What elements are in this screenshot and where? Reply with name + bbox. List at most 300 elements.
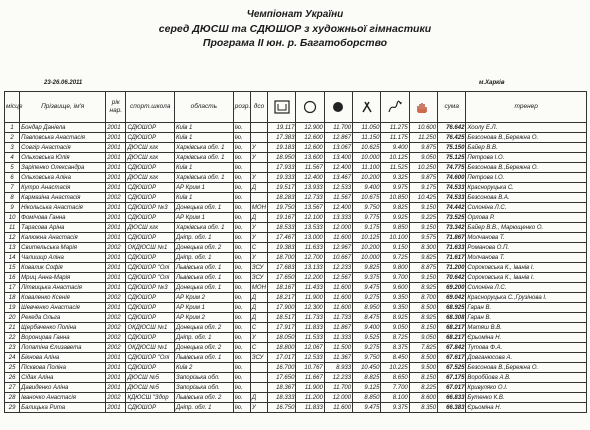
freehand-score: 8.150 xyxy=(409,323,437,333)
ball-score: 11.367 xyxy=(324,353,352,363)
ribbon-score: 8.375 xyxy=(381,343,409,353)
table-row xyxy=(5,183,587,193)
year-cell: 2001 xyxy=(106,403,126,413)
rank-cell: Ію. xyxy=(233,203,250,213)
hoop-score: 12.600 xyxy=(296,133,324,143)
table-row xyxy=(5,313,587,323)
freehand-score: 9.050 xyxy=(409,333,437,343)
event-city: м.Харків xyxy=(479,80,505,86)
ball-score: 12.000 xyxy=(324,393,352,403)
clubs-score: 11.150 xyxy=(353,133,381,143)
total-score: 71.200 xyxy=(438,263,466,273)
ribbon-score: 8.650 xyxy=(381,373,409,383)
region-cell: Львівська обл. 2 xyxy=(175,393,234,403)
school-cell: СДЮШОР "Олі xyxy=(126,263,175,273)
dso-cell: Д xyxy=(250,183,267,193)
name-cell: Пісквова Поліна xyxy=(20,363,106,373)
table-row xyxy=(5,373,587,383)
ball-score: 13.067 xyxy=(324,143,352,153)
coach-cell: Безсонова В.,Бережна О. xyxy=(466,363,587,373)
table-row xyxy=(5,213,587,223)
ball-score: 12.533 xyxy=(324,183,352,193)
clubs-score: 10.000 xyxy=(353,253,381,263)
freehand-score: 8.300 xyxy=(409,243,437,253)
place-cell: 24 xyxy=(5,353,20,363)
rope-score: 16.700 xyxy=(268,363,296,373)
clubs-score: 9.525 xyxy=(353,333,381,343)
clubs-score: 9.775 xyxy=(353,213,381,223)
rope-score: 17.650 xyxy=(268,373,296,383)
year-cell: 2001 xyxy=(106,363,126,373)
region-cell: Львівська обл. 1 xyxy=(175,273,234,283)
hoop-score: 11.833 xyxy=(296,403,324,413)
clubs-icon xyxy=(359,100,375,114)
ball-score: 13.467 xyxy=(324,173,352,183)
freehand-score: 8.600 xyxy=(409,393,437,403)
place-cell: 5 xyxy=(5,163,20,173)
name-cell: Іваночко Анастасія xyxy=(20,393,106,403)
table-row xyxy=(5,323,587,333)
region-cell: АР Крим 1 xyxy=(175,183,234,193)
rope-score: 18.050 xyxy=(268,333,296,343)
name-cell: Кутро Анастасія xyxy=(20,183,106,193)
name-cell: Свительська Марія xyxy=(20,243,106,253)
freehand-score: 9.150 xyxy=(409,203,437,213)
school-cell: СДЮШОР xyxy=(126,133,175,143)
region-cell: АР Крим 1 xyxy=(175,303,234,313)
school-cell: ДЮСШ хгк xyxy=(126,223,175,233)
hoop-score: 10.767 xyxy=(296,363,324,373)
rank-cell: Ію. xyxy=(233,163,250,173)
freehand-score: 8.150 xyxy=(409,373,437,383)
year-cell: 2001 xyxy=(106,143,126,153)
total-score: 69.042 xyxy=(438,293,466,303)
total-score: 68.925 xyxy=(438,303,466,313)
dso-cell: С xyxy=(250,323,267,333)
name-cell: Бікнова Аліна xyxy=(20,353,106,363)
ribbon-score: 9.325 xyxy=(381,173,409,183)
ribbon-icon xyxy=(387,100,403,114)
ball-score: 11.867 xyxy=(324,323,352,333)
hoop-score: 12.700 xyxy=(296,253,324,263)
region-cell: Харківська обл. 1 xyxy=(175,223,234,233)
name-cell: Ольховська Юлія xyxy=(20,153,106,163)
sum-header: сума xyxy=(438,92,466,123)
clubs-score: 10.675 xyxy=(353,193,381,203)
ball-score: 11.500 xyxy=(324,343,352,353)
clubs-score: 8.950 xyxy=(353,303,381,313)
freehand-score: 11.250 xyxy=(409,133,437,143)
dso-cell xyxy=(250,193,267,203)
event-date: 23-26.06.2011 xyxy=(44,80,83,86)
name-cell: Совгір Анастасія xyxy=(20,143,106,153)
ball-icon xyxy=(330,100,346,114)
region-header: область xyxy=(175,92,234,123)
region-cell: Київ 1 xyxy=(175,163,234,173)
hoop-score: 13.133 xyxy=(296,263,324,273)
total-score: 71.867 xyxy=(438,233,466,243)
place-cell: 23 xyxy=(5,343,20,353)
ribbon-score: 11.175 xyxy=(381,133,409,143)
name-cell: Літвицька Анастасія xyxy=(20,283,106,293)
total-score: 70.642 xyxy=(438,273,466,283)
freehand-score: 9.875 xyxy=(409,173,437,183)
total-score: 68.217 xyxy=(438,323,466,333)
total-score: 71.617 xyxy=(438,253,466,263)
rank-cell: Ію. xyxy=(233,333,250,343)
school-cell: СДЮШОР xyxy=(126,233,175,243)
region-cell: Львівська обл. 1 xyxy=(175,353,234,363)
rank-cell: Ію. xyxy=(233,353,250,363)
year-cell: 2001 xyxy=(106,183,126,193)
rank-cell: Ію. xyxy=(233,243,250,253)
rope-score: 18.700 xyxy=(268,253,296,263)
ribbon-header xyxy=(381,92,409,123)
total-score: 75.125 xyxy=(438,153,466,163)
ball-score: 11.600 xyxy=(324,403,352,413)
freehand-score: 10.600 xyxy=(409,123,437,133)
rank-cell: Ію. xyxy=(233,173,250,183)
hoop-header xyxy=(296,92,324,123)
rank-cell: Ію. xyxy=(233,193,250,203)
freehand-score: 9.150 xyxy=(409,273,437,283)
region-cell: Київ 2 xyxy=(175,363,234,373)
hoop-score: 12.200 xyxy=(296,273,324,283)
hoop-score: 12.300 xyxy=(296,303,324,313)
ribbon-score: 9.725 xyxy=(381,253,409,263)
dso-cell xyxy=(250,373,267,383)
ribbon-score: 10.225 xyxy=(381,363,409,373)
clubs-score: 10.125 xyxy=(353,233,381,243)
rank-cell: Ію. xyxy=(233,263,250,273)
ball-score: 12.000 xyxy=(324,223,352,233)
freehand-score: 8.500 xyxy=(409,303,437,313)
clubs-score: 10.000 xyxy=(353,153,381,163)
place-cell: 19 xyxy=(5,303,20,313)
table-row xyxy=(5,343,587,353)
clubs-score: 9.475 xyxy=(353,283,381,293)
clubs-score: 9.375 xyxy=(353,273,381,283)
doc-subtitle: серед ДЮСШ та СДЮШОР з художньої гімнастики xyxy=(158,23,432,35)
coach-cell: Байер В.В., Марющенко О. xyxy=(466,223,587,233)
rope-score: 19.117 xyxy=(268,123,296,133)
year-cell: 2001 xyxy=(106,283,126,293)
year-cell: 2002 xyxy=(106,313,126,323)
rope-score: 18.533 xyxy=(268,223,296,233)
region-cell: Київ 1 xyxy=(175,123,234,133)
school-cell: СДЮШОР xyxy=(126,213,175,223)
hoop-score: 12.733 xyxy=(296,193,324,203)
place-cell: 3 xyxy=(5,143,20,153)
coach-cell: Гаран В. xyxy=(466,313,587,323)
place-header: місце xyxy=(5,92,20,123)
ball-header xyxy=(324,92,352,123)
name-cell: Лопатіна Єлизавета xyxy=(20,343,106,353)
region-cell: Запорізька обл. xyxy=(175,383,234,393)
ball-score: 11.600 xyxy=(324,293,352,303)
rope-score: 18.367 xyxy=(268,383,296,393)
coach-cell: Довганюсова А. xyxy=(466,353,587,363)
rope-icon xyxy=(274,100,290,114)
hoop-score: 11.900 xyxy=(296,293,324,303)
freehand-score: 9.175 xyxy=(409,183,437,193)
table-row xyxy=(5,133,587,143)
freehand-score: 8.925 xyxy=(409,313,437,323)
clubs-score: 9.400 xyxy=(353,323,381,333)
rank-cell: Ію. xyxy=(233,343,250,353)
ball-score: 11.700 xyxy=(324,123,352,133)
rope-score: 19.517 xyxy=(268,183,296,193)
school-cell: СДЮШОР xyxy=(126,293,175,303)
coach-cell: Солоніна Л.С. xyxy=(466,283,587,293)
school-cell: СДЮШОР xyxy=(126,253,175,263)
ribbon-score: 9.850 xyxy=(381,223,409,233)
year-cell: 2001 xyxy=(106,383,126,393)
rope-score: 18.800 xyxy=(268,343,296,353)
freehand-score: 9.225 xyxy=(409,213,437,223)
ribbon-score: 10.850 xyxy=(381,193,409,203)
dso-cell xyxy=(250,383,267,393)
rope-score: 16.750 xyxy=(268,403,296,413)
dso-header: дсо xyxy=(250,92,267,123)
results-table xyxy=(4,91,587,413)
place-cell: 14 xyxy=(5,253,20,263)
rope-score: 19.750 xyxy=(268,203,296,213)
rope-score: 18.217 xyxy=(268,293,296,303)
school-cell: СДЮШОР №3 xyxy=(126,203,175,213)
ribbon-score: 9.975 xyxy=(381,183,409,193)
rope-score: 18.283 xyxy=(268,193,296,203)
ribbon-score: 8.100 xyxy=(381,393,409,403)
total-score: 67.842 xyxy=(438,343,466,353)
ball-score: 11.700 xyxy=(324,383,352,393)
school-cell: ОКДЮСШ №1 xyxy=(126,243,175,253)
place-cell: 29 xyxy=(5,403,20,413)
coach-cell: Молчанова Т. xyxy=(466,233,587,243)
ribbon-score: 9.700 xyxy=(381,273,409,283)
school-cell: СДЮШОР xyxy=(126,303,175,313)
dso-cell: У xyxy=(250,153,267,163)
name-cell: Кармазіна Анастасія xyxy=(20,193,106,203)
name-cell: Коваленко Ксенія xyxy=(20,293,106,303)
school-cell: ДЮСШ хгк xyxy=(126,153,175,163)
clubs-score: 10.625 xyxy=(353,143,381,153)
ball-score: 12.233 xyxy=(324,263,352,273)
total-score: 74.442 xyxy=(438,203,466,213)
coach-cell: Кривуляко О.І. xyxy=(466,383,587,393)
place-cell: 26 xyxy=(5,373,20,383)
total-score: 68.308 xyxy=(438,313,466,323)
rank-cell: Ію. xyxy=(233,183,250,193)
dso-cell: ЗСУ xyxy=(250,263,267,273)
rank-cell: Ію. xyxy=(233,293,250,303)
rank-cell: Ію. xyxy=(233,223,250,233)
place-cell: 7 xyxy=(5,183,20,193)
table-row xyxy=(5,173,587,183)
freehand-score: 9.875 xyxy=(409,143,437,153)
rank-cell: Ію. xyxy=(233,313,250,323)
dso-cell xyxy=(250,163,267,173)
school-cell: ДЮСШ хгк xyxy=(126,143,175,153)
hoop-score: 13.933 xyxy=(296,183,324,193)
school-cell: СДЮШОР №3 xyxy=(126,283,175,293)
clubs-score: 10.450 xyxy=(353,363,381,373)
place-cell: 15 xyxy=(5,263,20,273)
hoop-score: 13.000 xyxy=(296,233,324,243)
region-cell: Дніпр. обл. 1 xyxy=(175,333,234,343)
table-row xyxy=(5,293,587,303)
dso-cell: Д xyxy=(250,313,267,323)
region-cell: АР Крим 1 xyxy=(175,213,234,223)
rope-score: 17.383 xyxy=(268,133,296,143)
hoop-score: 13.533 xyxy=(296,223,324,233)
total-score: 73.342 xyxy=(438,223,466,233)
ball-score: 12.233 xyxy=(324,373,352,383)
rank-cell: Ію. xyxy=(233,283,250,293)
name-cell: Ольховська Аліна xyxy=(20,173,106,183)
hoop-score: 12.067 xyxy=(296,343,324,353)
freehand-score: 9.150 xyxy=(409,223,437,233)
year-cell: 2001 xyxy=(106,233,126,243)
dso-cell: У xyxy=(250,223,267,233)
place-cell: 25 xyxy=(5,363,20,373)
year-cell: 2001 xyxy=(106,173,126,183)
dso-cell: МОН xyxy=(251,284,266,291)
ribbon-score: 9.400 xyxy=(381,143,409,153)
year-cell: 2001 xyxy=(106,373,126,383)
year-cell: 2001 xyxy=(106,353,126,363)
place-cell: 21 xyxy=(5,323,20,333)
coach-cell: Безсонова В.,Бережна О. xyxy=(466,133,587,143)
table-row xyxy=(5,253,587,263)
clubs-score: 8.825 xyxy=(353,373,381,383)
hoop-score: 12.600 xyxy=(296,143,324,153)
clubs-header xyxy=(353,92,381,123)
coach-cell: Красноруцька С.,Грузінова І. xyxy=(466,293,587,303)
table-row xyxy=(5,403,587,413)
table-row xyxy=(5,363,587,373)
ball-score: 11.600 xyxy=(324,283,352,293)
dso-cell: У xyxy=(250,143,267,153)
dso-cell: С xyxy=(250,343,267,353)
year-cell: 2002 xyxy=(106,243,126,253)
region-cell: Донецька обл. 2 xyxy=(175,323,234,333)
total-score: 67.525 xyxy=(438,363,466,373)
clubs-score: 9.400 xyxy=(353,183,381,193)
place-cell: 2 xyxy=(5,133,20,143)
dso-cell: ЗСУ xyxy=(250,273,267,283)
total-score: 74.775 xyxy=(438,163,466,173)
ribbon-score: 7.700 xyxy=(381,383,409,393)
year-cell: 2001 xyxy=(106,273,126,283)
freehand-score: 8.500 xyxy=(409,353,437,363)
total-score: 69.200 xyxy=(438,283,466,293)
region-cell: Харківська обл. 1 xyxy=(175,153,234,163)
clubs-score: 9.175 xyxy=(353,223,381,233)
rank-cell: Ію. xyxy=(233,133,250,143)
clubs-score: 9.750 xyxy=(353,203,381,213)
total-score: 73.525 xyxy=(438,213,466,223)
rank-cell: Ію. xyxy=(233,323,250,333)
name-header: Прізвище, ім'я xyxy=(20,92,106,123)
name-cell: Калюжна Анастасія xyxy=(20,233,106,243)
year-header: рік нар. xyxy=(106,92,126,123)
ball-score: 12.867 xyxy=(324,133,352,143)
hoop-score: 11.833 xyxy=(296,323,324,333)
year-cell: 2002 xyxy=(106,393,126,403)
rank-cell: Ію. xyxy=(233,153,250,163)
hoop-score: 13.567 xyxy=(296,203,324,213)
region-cell: Львівська обл. 1 xyxy=(175,263,234,273)
rank-cell: Ію. xyxy=(233,393,250,403)
freehand-score: 8.700 xyxy=(409,293,437,303)
ball-score: 11.567 xyxy=(324,193,352,203)
dso-cell: У xyxy=(250,403,267,413)
region-cell: Донецька обл. 1 xyxy=(175,203,234,213)
school-cell: ДЮСШ №5 xyxy=(126,383,175,393)
rank-cell: Ію. xyxy=(233,403,250,413)
rank-cell: Ію. xyxy=(233,233,250,243)
hoop-score: 11.733 xyxy=(296,313,324,323)
clubs-score: 9.750 xyxy=(353,353,381,363)
school-cell: СДЮШОР xyxy=(126,193,175,203)
dso-cell: У xyxy=(250,253,267,263)
coach-cell: Петрова І.О. xyxy=(466,153,587,163)
year-cell: 2001 xyxy=(106,153,126,163)
freehand-score: 9.050 xyxy=(409,153,437,163)
region-cell: Дніпр. обл. 1 xyxy=(175,233,234,243)
school-cell: СДЮШОР "Олі xyxy=(126,273,175,283)
rank-cell: Ію. xyxy=(233,123,250,133)
total-score: 71.633 xyxy=(438,243,466,253)
place-cell: 18 xyxy=(5,293,20,303)
name-cell: Давиденко Аліна xyxy=(20,383,106,393)
place-cell: 16 xyxy=(5,273,20,283)
region-cell: Дніпр. обл. 1 xyxy=(175,253,234,263)
region-cell: Донецька обл. 1 xyxy=(175,283,234,293)
year-cell: 2002 xyxy=(106,193,126,203)
school-cell: СДЮШОР xyxy=(126,123,175,133)
coach-cell: Єрьоміна Н. xyxy=(466,333,587,343)
dso-cell: У xyxy=(250,333,267,343)
ribbon-score: 11.275 xyxy=(381,123,409,133)
table-row xyxy=(5,273,587,283)
ball-score: 12.567 xyxy=(324,273,352,283)
rope-score: 18.333 xyxy=(268,393,296,403)
year-cell: 2001 xyxy=(106,133,126,143)
rope-score: 17.017 xyxy=(268,353,296,363)
coach-cell: Байер В.В. xyxy=(466,143,587,153)
hoop-score: 11.667 xyxy=(296,373,324,383)
total-score: 76.425 xyxy=(438,133,466,143)
hoop-score: 11.567 xyxy=(296,163,324,173)
region-cell: АР Крим 2 xyxy=(175,293,234,303)
hoop-score: 11.200 xyxy=(296,393,324,403)
total-score: 74.533 xyxy=(438,193,466,203)
coach-cell: Хоолу Е.Л. xyxy=(466,123,587,133)
rope-score: 17.650 xyxy=(268,273,296,283)
name-cell: Мриц Анна-Марія xyxy=(20,273,106,283)
dso-cell: Д xyxy=(250,293,267,303)
coach-cell: Сороковська К., Іванів І. xyxy=(466,273,587,283)
place-cell: 4 xyxy=(5,153,20,163)
year-cell: 2001 xyxy=(106,253,126,263)
freehand-score: 8.925 xyxy=(409,283,437,293)
header-row xyxy=(5,92,587,123)
place-cell: 9 xyxy=(5,203,20,213)
freehand-score: 9.825 xyxy=(409,253,437,263)
school-cell: ДЮСШ хгк xyxy=(126,173,175,183)
